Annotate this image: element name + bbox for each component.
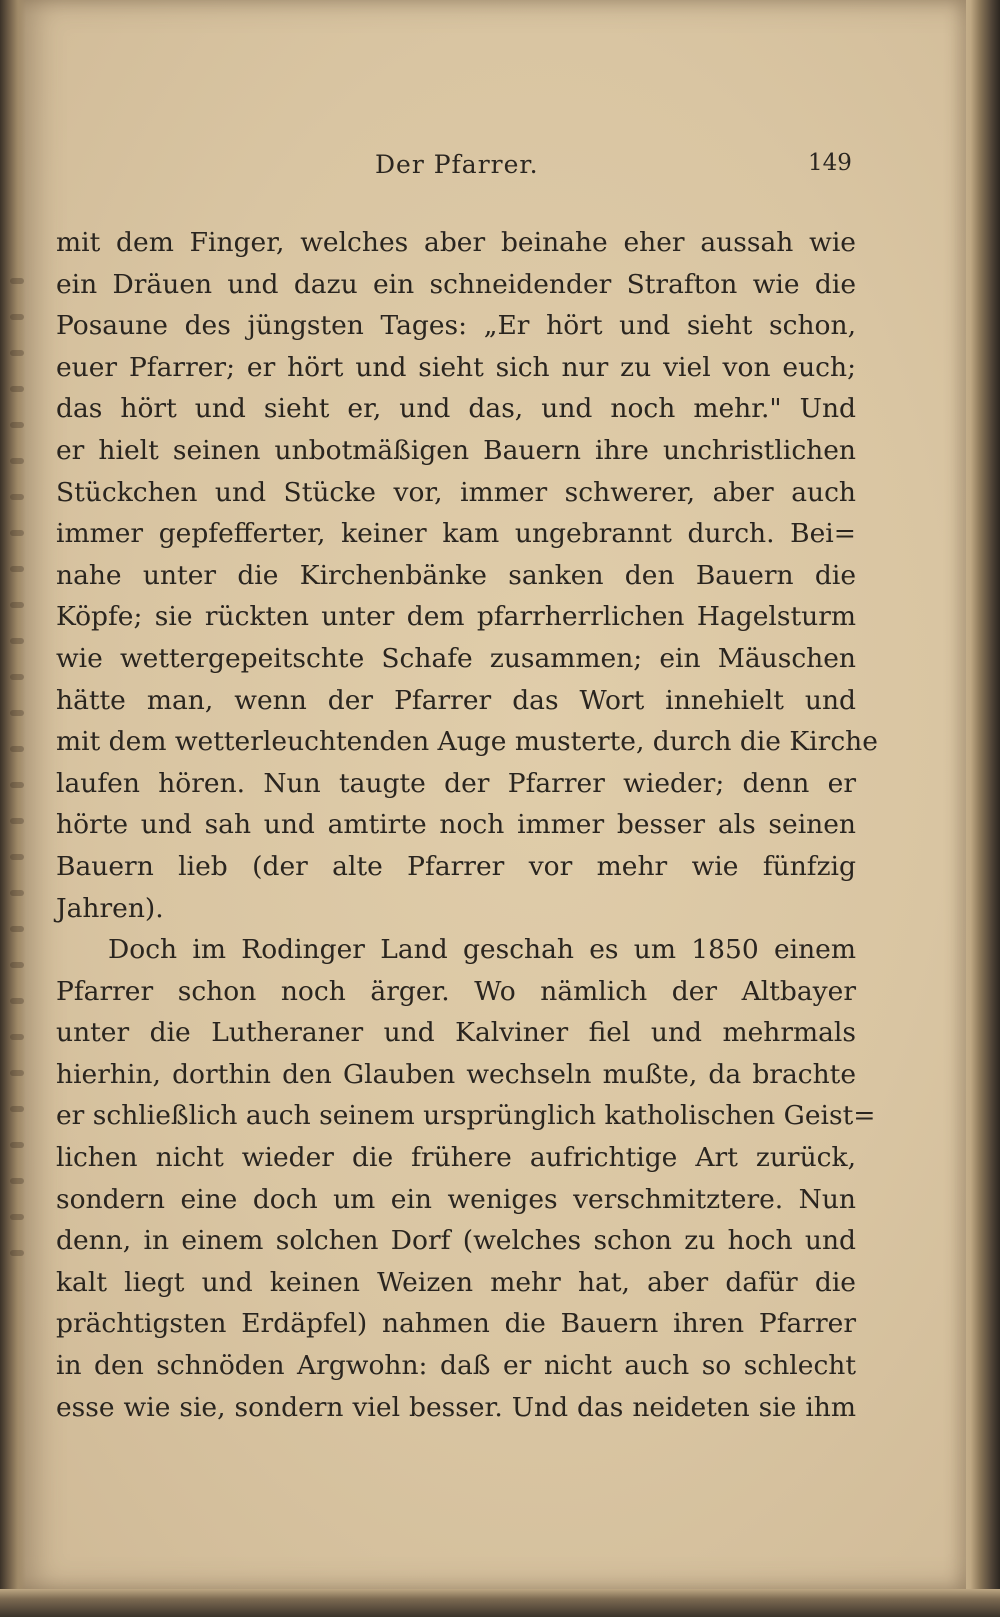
text-line: Bauern lieb (der alte Pfarrer vor mehr wie fünfzig (56, 850, 856, 882)
text-line: hierhin, dorthin den Glauben wechseln mußte, da brachte (56, 1058, 856, 1090)
text-line: wie wettergepeitschte Schafe zusammen; ein Mäuschen (56, 642, 856, 674)
text-line: ein Dräuen und dazu ein schneidender Strafton wie die (56, 268, 856, 300)
text-line: das hört und sieht er, und das, und noch mehr." Und (56, 393, 856, 425)
text-line: lichen nicht wieder die frühere aufrichtige Art zurück, (56, 1142, 856, 1174)
text-line: er hielt seinen unbotmäßigen Bauern ihre unchristlichen (56, 434, 856, 466)
left-margin-bleed-marks (6, 270, 28, 1430)
text-line: kalt liegt und keinen Weizen mehr hat, aber dafür die (56, 1266, 856, 1298)
text-line: laufen hören. Nun taugte der Pfarrer wieder; denn er (56, 767, 856, 799)
paragraph-start-line: Doch im Rodinger Land geschah es um 1850 einem (108, 934, 856, 966)
text-line: denn, in einem solchen Dorf (welches schon zu hoch und (56, 1225, 856, 1257)
text-line: Stückchen und Stücke vor, immer schwerer, aber auch (56, 476, 856, 508)
text-line: prächtigsten Erdäpfel) nahmen die Bauern ihren Pfarrer (56, 1308, 856, 1340)
text-line: euer Pfarrer; er hört und sieht sich nur zu viel von euch; (56, 351, 856, 383)
page-number: 149 (808, 150, 852, 176)
paragraph-end-line: Jahren). (56, 892, 164, 924)
body-text (56, 222, 878, 1428)
running-head: Der Pfarrer. (375, 150, 539, 179)
text-line: er schließlich auch seinem ursprünglich katholischen Geist= (56, 1100, 876, 1132)
text-line: unter die Lutheraner und Kalviner fiel und mehrmals (56, 1017, 856, 1049)
text-line: mit dem wetterleuchtenden Auge musterte, durch die Kirche (56, 726, 878, 758)
page-bottom-edge (0, 1589, 1000, 1617)
text-line: Köpfe; sie rückten unter dem pfarrherrlichen Hagelsturm (56, 601, 856, 633)
text-line: hätte man, wenn der Pfarrer das Wort innehielt und (56, 684, 856, 716)
text-line: immer gepfefferter, keiner kam ungebrannt durch. Bei= (56, 518, 856, 550)
text-line: sondern eine doch um ein weniges verschmitztere. Nun (56, 1183, 856, 1215)
text-line: esse wie sie, sondern viel besser. Und das neideten sie ihm (56, 1391, 856, 1423)
text-line: in den schnöden Argwohn: daß er nicht auch so schlecht (56, 1350, 856, 1382)
text-line: Pfarrer schon noch ärger. Wo nämlich der Altbayer (56, 975, 856, 1007)
text-line: hörte und sah und amtirte noch immer besser als seinen (56, 809, 856, 841)
text-line: mit dem Finger, welches aber beinahe eher aussah wie (56, 227, 856, 258)
book-cover-edge (970, 0, 1000, 1617)
text-line: Posaune des jüngsten Tages: „Er hört und sieht schon, (56, 310, 856, 342)
text-line: nahe unter die Kirchenbänke sanken den Bauern die (56, 559, 856, 591)
